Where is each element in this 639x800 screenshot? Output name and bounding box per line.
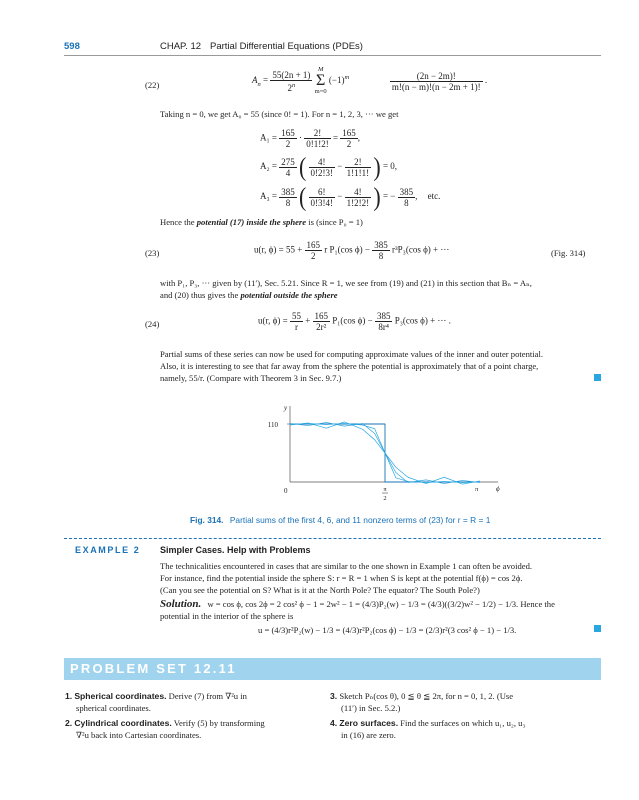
- example2-solution-line2: potential in the interior of the sphere is: [160, 611, 294, 621]
- para-hence: Hence the potential (17) inside the sphere is (since P₀ = 1): [160, 217, 363, 227]
- example2-title: Simpler Cases. Help with Problems: [160, 545, 311, 555]
- chapter-label: CHAP. 12: [160, 41, 202, 52]
- para-and-20: and (20) thus gives the potential outside the sphere: [160, 290, 338, 300]
- example-rule: [64, 538, 601, 539]
- page-number: 598: [64, 41, 80, 52]
- y-axis-label: y: [284, 404, 288, 412]
- eq-a3: A₃ = $\frac{385}{8}$ ( $\frac{6!}{0!3!4!}$ − $\frac{4!}{1!2!2!}$ ) = − $\frac{385}{8}$ , etc.: [260, 181, 441, 212]
- problem-set-title: PROBLEM SET 12.11: [70, 661, 237, 676]
- x-tick-label: 0: [284, 487, 288, 495]
- para-partial-sums: Partial sums of these series can now be used for computing approximate values of the inner and outer potential. Also, it is interesting to see that far away from the sphere the potential is approximately that of a point charge, namely, 55/r. (Compare with Theorem 3 in Sec. 9.7.): [160, 349, 544, 383]
- x-tick-label: 2: [383, 495, 387, 502]
- example2-final-eq: u = (4/3)r²P₂(w) − 1/3 = (4/3)r²P₂(cos ϕ) − 1/3 = (2/3)r²(3 cos² ϕ − 1) − 1/3.: [258, 625, 517, 635]
- eq24-label: (24): [145, 319, 160, 329]
- problem-1: 1. Spherical coordinates. Derive (7) from ∇²u in spherical coordinates.: [65, 691, 247, 713]
- eq-a1: A₁ = $\frac{165}{2}$ · $\frac{2!}{0!1!2!}$ = $\frac{165}{2}$ ,: [260, 128, 361, 149]
- para-taking-n: Taking n = 0, we get A₀ = 55 (since 0! = 1). For n = 1, 2, 3, ··· we get: [160, 109, 399, 119]
- problem-2: 2. Cylindrical coordinates. Verify (5) by transforming ∇²u back into Cartesian coordinates.: [65, 718, 265, 740]
- eq23: u(r, ϕ) = 55 + $\frac{165}{2}$ r P₁(cos ϕ) − $\frac{385}{8}$ r³P₃(cos ϕ) + ···: [254, 240, 450, 261]
- end-of-example-marker: [594, 374, 601, 381]
- problem-3: 3. Sketch Pₙ(cos θ), 0 ≦ θ ≦ 2π, for n = 0, 1, 2. (Use (11′) in Sec. 5.2.): [330, 691, 514, 713]
- y-tick-label: 110: [267, 421, 278, 429]
- eq22: $A_n$ = $\frac{55(2n + 1)}{2^n}$ M Σ m=0 $(-1)^m$ $\frac{(2n - 2m)!}{m!(n - m)!(n - 2m + 1)!}$ .: [252, 66, 488, 95]
- example2-paragraph: The technicalities encountered in cases that are similar to the one shown in Example 1 can often be avoided. For instance, find the potential inside the sphere S: r = R = 1 when S is kept at the potential f(ϕ) = cos 2ϕ. (Can you see the potential on S? What is it at the North Pole? The equator? The South Pole?): [160, 561, 533, 595]
- example2-end-marker: [594, 625, 601, 632]
- para-with-p1: with P₁, P₃, ··· given by (11′), Sec. 5.21. Since R = 1, we see from (19) and (21) in this section that Bₙ = Aₙ,: [160, 278, 532, 288]
- eq-a2: A₂ = $\frac{275}{4}$ ( $\frac{4!}{0!2!3!}$ − $\frac{2!}{1!1!1!}$ ) = 0,: [260, 151, 398, 182]
- x-tick-label: π: [474, 486, 479, 493]
- x-axis-label: ϕ: [496, 485, 500, 493]
- eq24: u(r, ϕ) = $\frac{55}{r}$ + $\frac{165}{\text{2r²}}$ P₁(cos ϕ) − $\frac{385}{\text{8r⁴}}$ P₃(cos ϕ) + ··· .: [258, 311, 451, 332]
- example2-solution: Solution. w = cos ϕ, cos 2ϕ = 2 cos² ϕ − 1 = 2w² − 1 = (4/3)P₂(w) − 1/3 = (4/3)((3/2)w² − 1/2) − 1/3. Hence the: [160, 598, 555, 610]
- x-tick-label: π: [383, 486, 387, 493]
- example2-label: EXAMPLE 2: [75, 545, 141, 555]
- fig-caption: Fig. 314. Partial sums of the first 4, 6, and 11 nonzero terms of (23) for r = R = 1: [190, 515, 491, 525]
- fig-314-chart: [267, 398, 510, 508]
- eq23-ref: (Fig. 314): [551, 248, 586, 258]
- chapter-title: Partial Differential Equations (PDEs): [210, 41, 363, 52]
- eq23-label: (23): [145, 248, 160, 258]
- eq22-label: (22): [145, 80, 160, 90]
- header-rule: [64, 55, 601, 56]
- problem-4: 4. Zero surfaces. Find the surfaces on which u₁, u₂, u₃ in (16) are zero.: [330, 718, 526, 740]
- problem-set-banner: [64, 658, 601, 680]
